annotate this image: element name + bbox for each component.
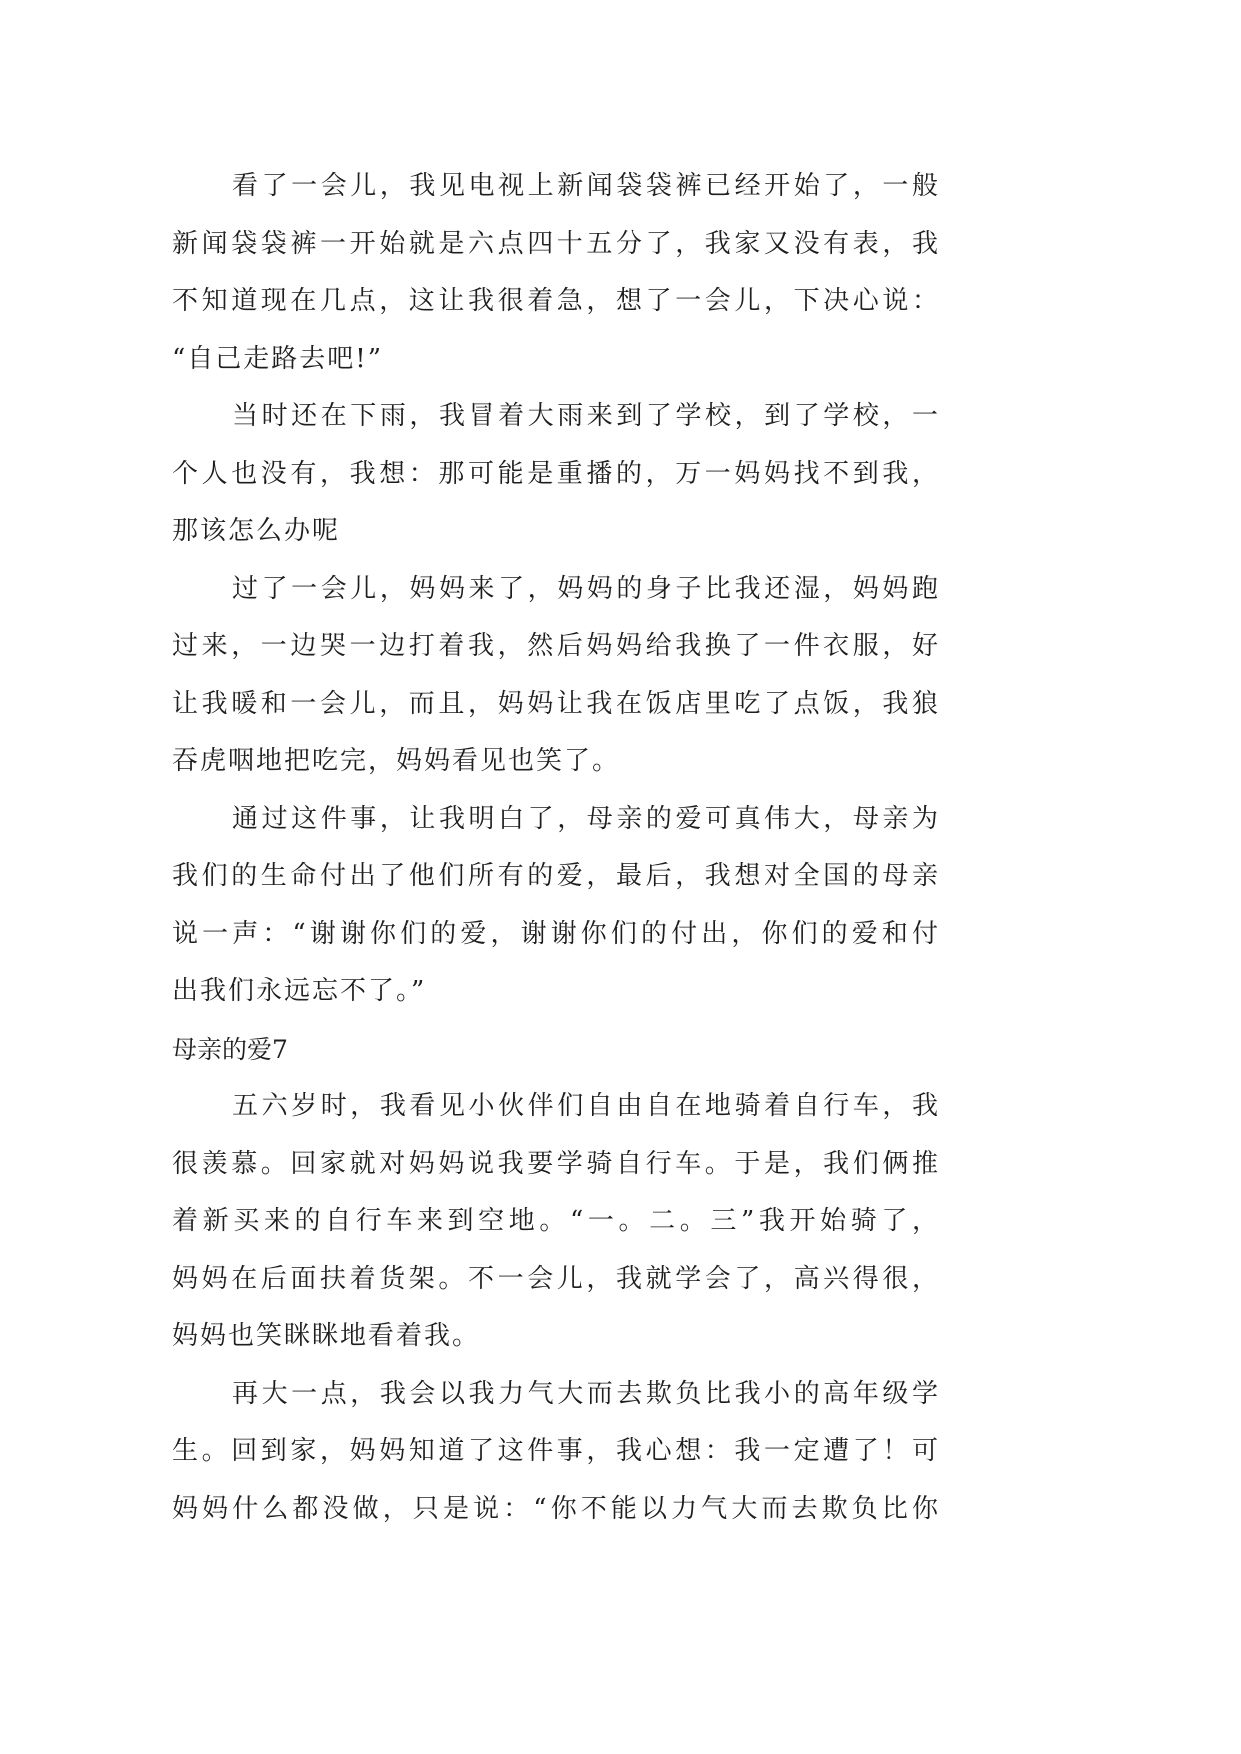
paragraph-line: 我们的生命付出了他们所有的爱，最后，我想对全国的母亲 xyxy=(172,861,940,891)
paragraph-line: 吞虎咽地把吃完，妈妈看见也笑了。 xyxy=(172,746,621,776)
paragraph-line: 让我暖和一会儿，而且，妈妈让我在饭店里吃了点饭，我狼 xyxy=(172,688,940,719)
paragraph-line: 说一声：“谢谢你们的爱，谢谢你们的付出，你们的爱和付 xyxy=(172,918,940,949)
paragraph-line: “自己走路去吧!” xyxy=(172,343,384,374)
section-heading: 母亲的爱7 xyxy=(172,1034,288,1064)
paragraph-line: 不知道现在几点，这让我很着急，想了一会儿，下决心说： xyxy=(172,286,940,316)
paragraph-line: 妈妈什么都没做，只是说：“你不能以力气大而去欺负比你 xyxy=(172,1493,940,1524)
paragraph-line: 妈妈在后面扶着货架。不一会儿，我就学会了，高兴得很， xyxy=(172,1263,940,1294)
paragraph-line: 新闻袋袋裤一开始就是六点四十五分了，我家又没有表，我 xyxy=(172,228,940,259)
paragraph-line: 过来，一边哭一边打着我，然后妈妈给我换了一件衣服，好 xyxy=(172,631,940,661)
paragraph-line: 通过这件事，让我明白了，母亲的爱可真伟大，母亲为 xyxy=(232,803,940,834)
paragraph-line: 当时还在下雨，我冒着大雨来到了学校，到了学校，一 xyxy=(232,401,940,431)
paragraph-line: 个人也没有，我想：那可能是重播的，万一妈妈找不到我， xyxy=(172,458,940,489)
paragraph-line: 着新买来的自行车来到空地。“一。二。三”我开始骑了， xyxy=(172,1206,940,1236)
paragraph-line: 妈妈也笑眯眯地看着我。 xyxy=(172,1321,481,1351)
paragraph-line: 五六岁时，我看见小伙伴们自由自在地骑着自行车，我 xyxy=(232,1091,940,1121)
paragraph-line: 那该怎么办呢 xyxy=(172,516,341,546)
paragraph-line: 出我们永远忘不了。” xyxy=(172,976,427,1006)
document-body xyxy=(172,158,940,1538)
paragraph-line: 过了一会儿，妈妈来了，妈妈的身子比我还湿，妈妈跑 xyxy=(232,573,940,604)
paragraph-line: 很羡慕。回家就对妈妈说我要学骑自行车。于是，我们俩推 xyxy=(172,1148,940,1179)
paragraph-line: 再大一点，我会以我力气大而去欺负比我小的高年级学 xyxy=(232,1378,940,1409)
paragraph-line: 看了一会儿，我见电视上新闻袋袋裤已经开始了，一般 xyxy=(232,171,940,201)
paragraph-line: 生。回到家，妈妈知道了这件事，我心想：我一定遭了！可 xyxy=(172,1436,940,1466)
